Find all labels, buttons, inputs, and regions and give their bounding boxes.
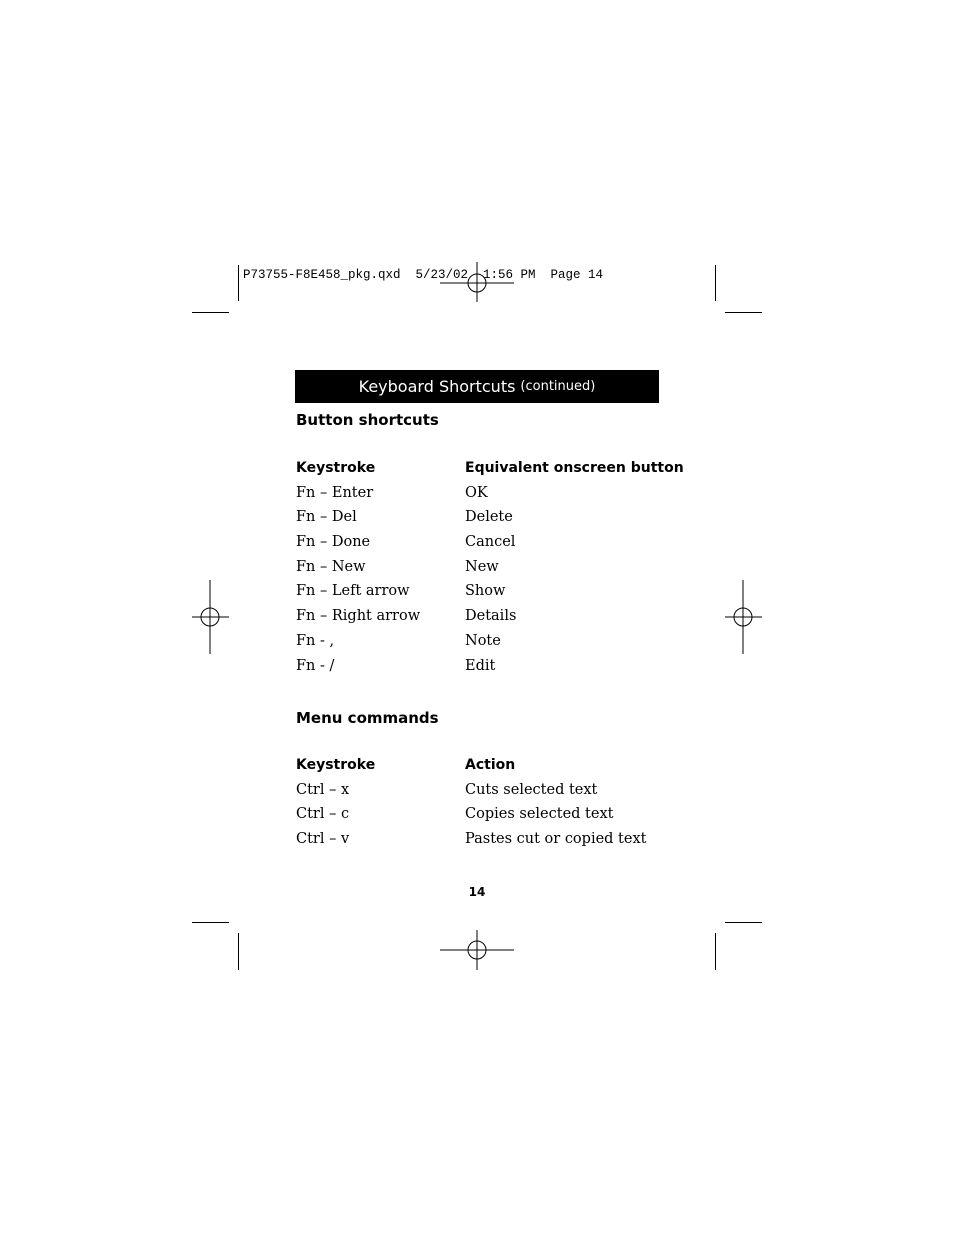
keystroke-cell: Fn – New xyxy=(296,558,366,575)
button-cell: Delete xyxy=(465,509,513,526)
column-header-keystroke: Keystroke xyxy=(296,460,376,476)
button-cell: Note xyxy=(465,632,501,649)
button-cell: Edit xyxy=(465,657,496,674)
keystroke-cell: Fn – Enter xyxy=(296,484,374,501)
button-cell: Cancel xyxy=(465,534,516,551)
button-cell: New xyxy=(465,558,499,575)
keystroke-cell: Ctrl – x xyxy=(296,781,350,798)
column-header-action: Action xyxy=(465,757,516,773)
registration-mark-bottom xyxy=(440,930,514,970)
button-cell: OK xyxy=(465,484,488,501)
button-shortcuts-heading: Button shortcuts xyxy=(296,411,439,429)
keystroke-cell: Fn - , xyxy=(296,632,335,649)
section-title: Keyboard Shortcuts xyxy=(358,377,516,396)
button-cell: Show xyxy=(465,583,506,600)
keystroke-cell: Fn – Del xyxy=(296,509,357,526)
registration-mark-right xyxy=(725,580,762,654)
keystroke-cell: Ctrl – c xyxy=(296,806,350,823)
section-title-bar xyxy=(295,370,659,403)
section-title-continued: (continued) xyxy=(520,379,596,394)
action-cell: Cuts selected text xyxy=(465,781,598,798)
file-slug: P73755-F8E458_pkg.qxd 5/23/02 1:56 PM Page 14 xyxy=(243,268,604,282)
page-number: 14 xyxy=(468,885,486,899)
keystroke-cell: Fn – Right arrow xyxy=(296,608,421,625)
action-cell: Pastes cut or copied text xyxy=(465,831,647,848)
column-header-keystroke: Keystroke xyxy=(296,757,376,773)
registration-mark-left xyxy=(192,580,229,654)
keystroke-cell: Fn – Left arrow xyxy=(296,583,410,600)
keystroke-cell: Fn – Done xyxy=(296,534,371,551)
button-cell: Details xyxy=(465,608,517,625)
keystroke-cell: Fn - / xyxy=(296,657,335,674)
keystroke-cell: Ctrl – v xyxy=(296,831,350,848)
action-cell: Copies selected text xyxy=(465,806,614,823)
column-header-equivalent: Equivalent onscreen button xyxy=(465,460,684,476)
menu-commands-heading: Menu commands xyxy=(296,709,439,727)
